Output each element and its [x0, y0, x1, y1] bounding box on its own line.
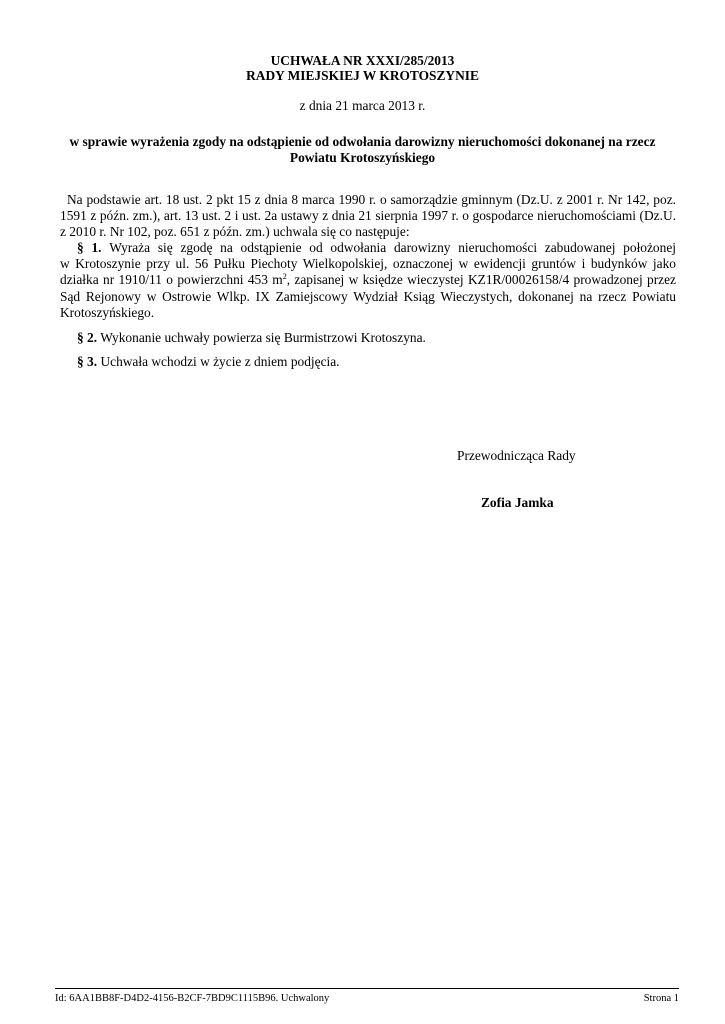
legal-basis-paragraph	[60, 192, 676, 241]
document-subject	[60, 134, 665, 166]
section-1-line2: w Krotoszynie przy ul. 56 Pułku Piechoty Wielkopolskiej, oznaczonej w ewidencji gruntów i budynków jako	[60, 256, 676, 272]
section-1-text: Wyraża się zgodę na odstąpienie od odwołania darowizny nieruchomości zabudowanej położonej	[109, 240, 676, 255]
section-1-line3-a: działka nr 1910/11 o powierzchni 453 m	[60, 272, 283, 288]
preamble-line: Na podstawie art. 18 ust. 2 pkt 15 z dnia 8 marca 1990 r. o samorządzie gminnym (Dz.U. z 2001 r. Nr 142, poz.	[67, 192, 676, 207]
subject-line1: w sprawie wyrażenia zgody na odstąpienie od odwołania darowizny nieruchomości dokonanej na rzecz	[69, 134, 656, 149]
section-3-mark: § 3.	[77, 354, 98, 369]
document-title-line1: UCHWAŁA NR XXXI/285/2013	[270, 53, 455, 68]
section-2-mark: § 2.	[77, 330, 98, 345]
section-2-text: Wykonanie uchwały powierza się Burmistrzowi Krotoszyna.	[100, 330, 426, 345]
preamble-line: 1591 z późn. zm.), art. 13 ust. 2 i ust. 2a ustawy z dnia 21 sierpnia 1997 r. o gospodarce nieruchomościami (Dz.U.	[60, 208, 676, 224]
section-3-text: Uchwała wchodzi w życie z dniem podjęcia.	[100, 354, 340, 369]
superscript: 2	[282, 272, 287, 282]
signature-name: Zofia Jamka	[481, 495, 554, 510]
section-1-line3-b: , zapisanej w księdze wieczystej KZ1R/00026158/4 prowadzonej przez	[286, 272, 677, 288]
preamble-line: z 2010 r. Nr 102, poz. 651 z późn. zm.) uchwala się co następuje:	[60, 224, 410, 240]
section-1-mark: § 1.	[77, 240, 102, 255]
section-1-line1	[60, 240, 676, 256]
footer-document-id: Id: 6AA1BB8F-D4D2-4156-B2CF-7BD9C1115B96. Uchwalony	[55, 993, 330, 1004]
section-1-line5: Krotoszyńskiego.	[60, 304, 155, 320]
subject-line2: Powiatu Krotoszyńskiego	[289, 150, 436, 165]
signature-title: Przewodnicząca Rady	[457, 448, 576, 463]
section-1-line3	[60, 272, 676, 288]
section-1-line4: Sąd Rejonowy w Ostrowie Wlkp. IX Zamiejscowy Wydział Ksiąg Wieczystych, dokonanej na rzecz Powiatu	[60, 288, 676, 304]
document-title-line2: RADY MIEJSKIEJ W KROTOSZYNIE	[246, 68, 479, 83]
footer-page-number: Strona 1	[643, 993, 679, 1004]
document-date: z dnia 21 marca 2013 r.	[299, 98, 426, 113]
section-1-paragraph	[60, 240, 676, 321]
footer-divider	[55, 988, 679, 989]
section-2-paragraph	[77, 330, 426, 346]
section-3-paragraph	[77, 354, 340, 370]
